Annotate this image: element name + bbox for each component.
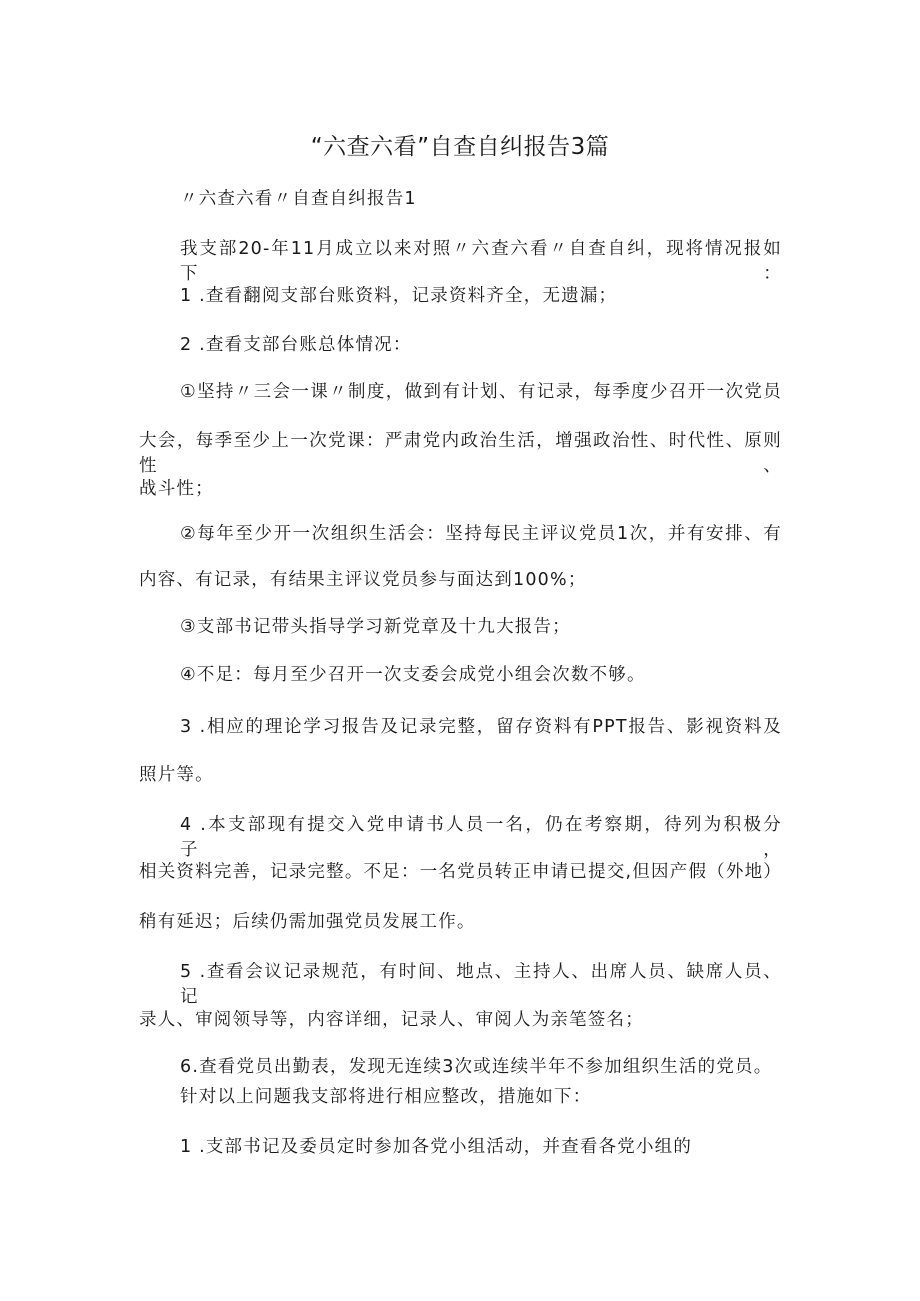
paragraph-line: ②每年至少开一次组织生活会：坚持每民主评议党员1次，并有安排、有 — [180, 524, 782, 544]
paragraph-line: 针对以上问题我支部将进行相应整改，措施如下： — [180, 1087, 592, 1107]
paragraph-line: 2 .查看支部台账总体情况： — [180, 335, 412, 355]
paragraph-line: 稍有延迟；后续仍需加强党员发展工作。 — [139, 912, 476, 932]
paragraph-line: 4 .本支部现有提交入党申请书人员一名，仍在考察期，待列为积极分子， — [180, 815, 782, 860]
paragraph-line: 照片等。 — [139, 765, 214, 785]
paragraph-line: 录人、审阅领导等，内容详细，记录人、审阅人为亲笔签名； — [139, 1010, 644, 1030]
paragraph-line: 大会，每季至少上一次党课：严肃党内政治生活，增强政治性、时代性、原则性、 — [139, 431, 782, 476]
paragraph-line: ③支部书记带头指导学习新党章及十九大报告； — [180, 617, 571, 637]
paragraph-line: 1 .查看翻阅支部台账资料，记录资料齐全，无遗漏； — [180, 286, 618, 306]
paragraph-line: ①坚持〃三会一课〃制度，做到有计划、有记录，每季度少召开一次党员 — [180, 382, 782, 402]
paragraph-line: 相关资料完善，记录完整。不足：一名党员转正申请已提交,但因产假（外地） — [139, 862, 782, 882]
paragraph-line: 战斗性； — [139, 479, 214, 499]
paragraph-line: 3 .相应的理论学习报告及记录完整，留存资料有PPT报告、影视资料及 — [180, 717, 782, 737]
paragraph-line: 内容、有记录，有结果主评议党员参与面达到100%； — [139, 570, 587, 590]
paragraph-line: 我支部20-年11月成立以来对照〃六查六看〃自查自纠，现将情况报如下： — [180, 239, 782, 284]
paragraph-line: ④不足：每月至少召开一次支委会成党小组会次数不够。 — [180, 665, 646, 685]
paragraph-line: 6.查看党员出勤表，发现无连续3次或连续半年不参加组织生活的党员。 — [180, 1057, 773, 1077]
document-title: “六查六看”自查自纠报告3篇 — [310, 134, 610, 160]
paragraph-line: 5 .查看会议记录规范，有时间、地点、主持人、出席人员、缺席人员、记 — [180, 962, 782, 1007]
paragraph-line: 1 .支部书记及委员定时参加各党小组活动，并查看各党小组的 — [180, 1137, 693, 1157]
subtitle-line: 〃六查六看〃自查自纠报告1 — [180, 189, 417, 209]
